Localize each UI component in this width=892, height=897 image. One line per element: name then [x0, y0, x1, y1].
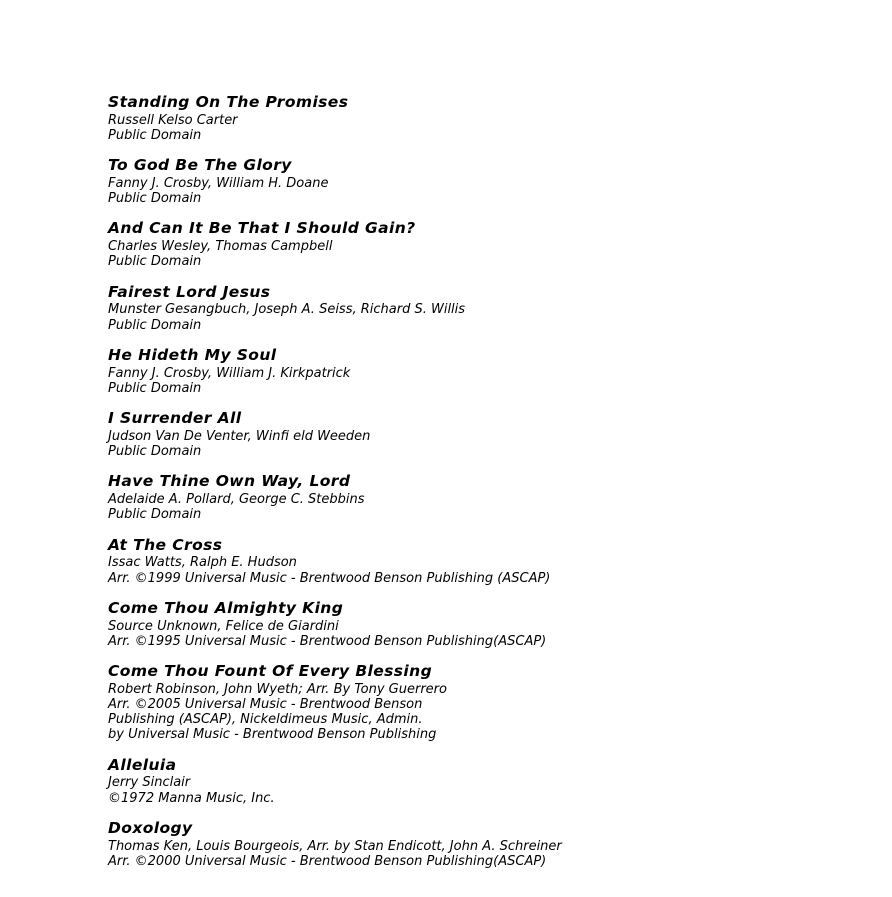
- song-title: Come Thou Almighty King: [108, 598, 344, 617]
- song-credit-entry: [108, 473, 808, 522]
- song-credit-line: Russell Kelso Carter: [108, 112, 238, 128]
- song-credit-line: Public Domain: [108, 317, 202, 333]
- song-credit-line: Munster Gesangbuch, Joseph A. Seiss, Richard S. Willis: [108, 302, 466, 318]
- song-credit-line: Fanny J. Crosby, William H. Doane: [108, 176, 329, 192]
- song-credit-entry: [108, 284, 808, 333]
- song-credit-entry: [108, 757, 808, 806]
- song-credit-line: Adelaide A. Pollard, George C. Stebbins: [108, 492, 365, 508]
- song-credit-entry: [108, 663, 808, 743]
- song-credit-entry: [108, 94, 808, 143]
- song-credit-entry: [108, 600, 808, 649]
- song-credit-line: ©1972 Manna Music, Inc.: [108, 790, 275, 806]
- song-credit-line: Public Domain: [108, 191, 202, 207]
- song-credit-line: Arr. ©1995 Universal Music - Brentwood Benson Publishing(ASCAP): [108, 633, 547, 649]
- song-credit-line: Public Domain: [108, 380, 202, 396]
- song-title: He Hideth My Soul: [108, 345, 277, 364]
- song-credit-line: Arr. ©2005 Universal Music - Brentwood Benson: [108, 696, 423, 712]
- song-credit-line: Thomas Ken, Louis Bourgeois, Arr. by Stan Endicott, John A. Schreiner: [108, 838, 562, 854]
- song-credit-line: Public Domain: [108, 444, 202, 460]
- song-credit-line: Arr. ©2000 Universal Music - Brentwood Benson Publishing(ASCAP): [108, 853, 547, 869]
- song-credit-line: Jerry Sinclair: [108, 775, 191, 791]
- song-credit-line: Publishing (ASCAP), Nickeldimeus Music, Admin.: [108, 712, 423, 728]
- song-credit-entry: [108, 347, 808, 396]
- song-credit-line: Fanny J. Crosby, William J. Kirkpatrick: [108, 365, 351, 381]
- credits-page: [108, 94, 808, 869]
- song-credit-entry: [108, 537, 808, 586]
- song-credit-entry: [108, 820, 808, 869]
- song-credit-entry: [108, 157, 808, 206]
- song-credit-line: Arr. ©1999 Universal Music - Brentwood Benson Publishing (ASCAP): [108, 570, 551, 586]
- song-credit-line: by Universal Music - Brentwood Benson Publishing: [108, 727, 437, 743]
- song-title: At The Cross: [108, 535, 223, 554]
- song-credit-line: Public Domain: [108, 507, 202, 523]
- song-title: Alleluia: [108, 755, 177, 774]
- song-credit-line: Source Unknown, Felice de Giardini: [108, 618, 339, 634]
- song-credit-line: Charles Wesley, Thomas Campbell: [108, 239, 333, 255]
- song-credit-line: Judson Van De Venter, Winfi eld Weeden: [108, 428, 371, 444]
- song-title: Come Thou Fount Of Every Blessing: [108, 661, 433, 680]
- song-title: Doxology: [108, 818, 193, 837]
- song-title: To God Be The Glory: [108, 156, 292, 175]
- song-credit-entry: [108, 220, 808, 269]
- song-credits-list: [108, 94, 808, 869]
- song-title: Standing On The Promises: [108, 93, 349, 111]
- song-credit-entry: [108, 410, 808, 459]
- song-title: And Can It Be That I Should Gain?: [108, 219, 416, 238]
- song-title: Have Thine Own Way, Lord: [108, 472, 351, 491]
- song-title: Fairest Lord Jesus: [108, 282, 271, 301]
- song-credit-line: Public Domain: [108, 128, 202, 144]
- song-credit-line: Issac Watts, Ralph E. Hudson: [108, 555, 297, 571]
- song-title: I Surrender All: [108, 409, 242, 428]
- song-credit-line: Robert Robinson, John Wyeth; Arr. By Tony Guerrero: [108, 681, 447, 697]
- song-credit-line: Public Domain: [108, 254, 202, 270]
